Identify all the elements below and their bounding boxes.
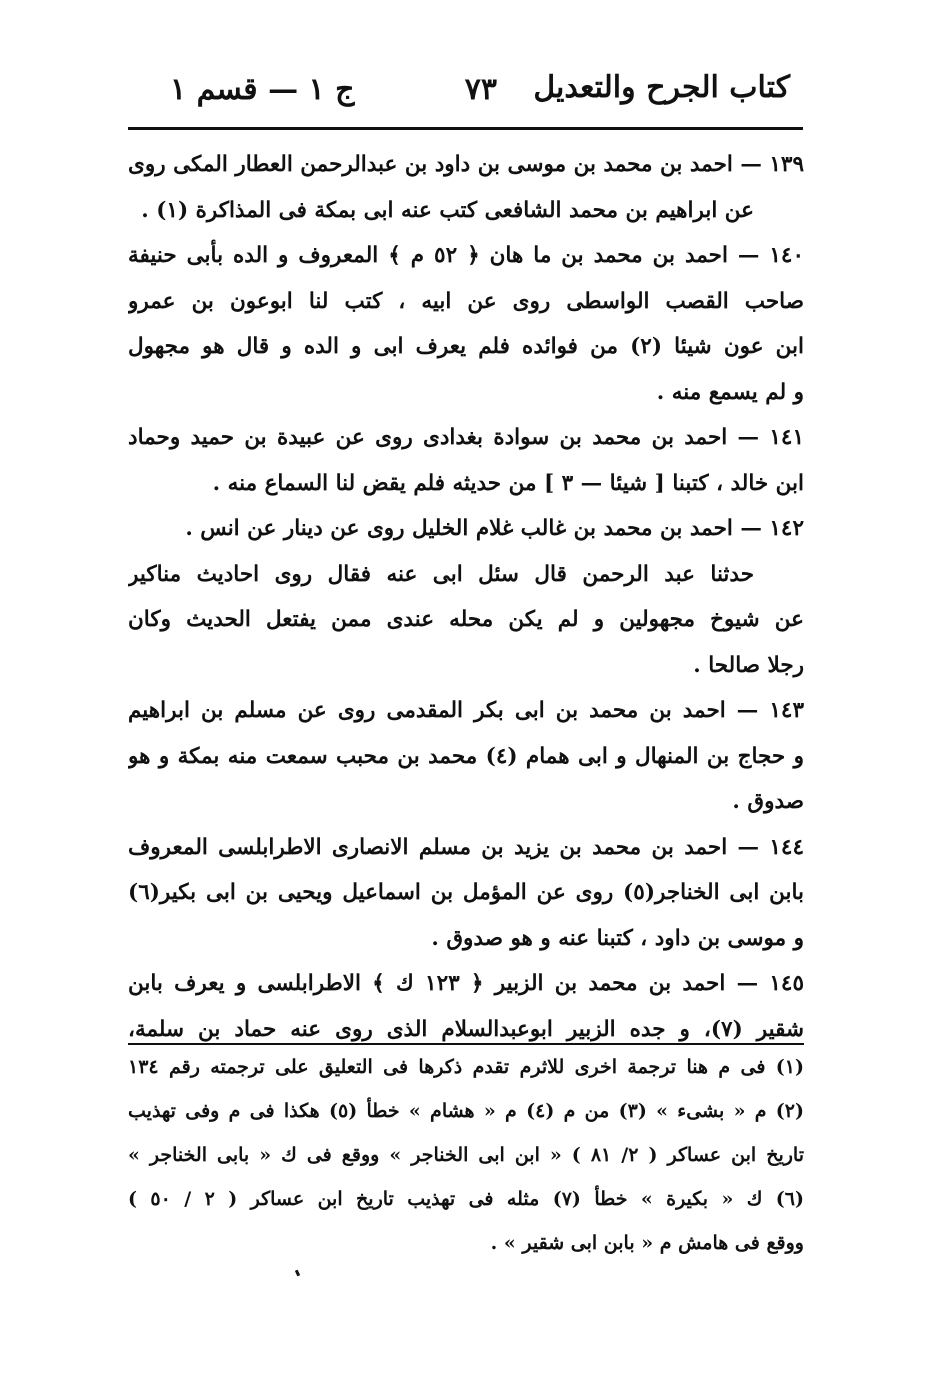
entry-145 — [128, 961, 804, 1052]
footnote-line: (٦) ك « بكيرة » خطأ (٧) مثله فى تهذيب تاريخ ابن عساكر ( ٢ / ٥٠ ) — [128, 1188, 804, 1210]
text-line: بابن ابى الخناجر(٥) روى عن المؤمل بن اسماعيل ويحيى بن ابى بكير(٦) — [128, 880, 804, 905]
footnotes — [128, 1045, 804, 1265]
footnote-line: (١) فى م هنا ترجمة اخرى للاثرم تقدم ذكرها فى التعليق على ترجمته رقم ١٣٤ — [128, 1056, 804, 1078]
text-line: حدثنا عبد الرحمن قال سئل ابى عنه فقال روى احاديث مناكير — [128, 561, 754, 587]
text-line: ١٣٩ — احمد بن محمد بن موسى بن داود بن عبدالرحمن العطار المكى روى — [128, 152, 804, 177]
text-line: و موسى بن داود ، كتبنا عنه و هو صدوق . — [431, 925, 804, 951]
footnote-line: تاريخ ابن عساكر ( ٢/ ٨١ ) « ابن ابى الخناجر » ووقع فى ك « بابى الخناجر » — [128, 1144, 804, 1166]
text-line: شقير (٧)، و جده الزبير ابوعبدالسلام الذى روى عنه حماد بن سلمة، — [128, 1016, 804, 1042]
entry-143 — [128, 688, 804, 825]
text-line: ابن خالد ، كتبنا [ شيئا — ٣ ] من حديثه فلم يقض لنا السماع منه . — [212, 470, 804, 496]
ink-speck — [295, 1270, 300, 1277]
page-number: ٧٣ — [464, 72, 497, 107]
text-line: عن ابراهيم بن محمد الشافعى كتب عنه ابى بمكة فى المذاكرة (١) . — [141, 197, 754, 223]
entry-141 — [128, 415, 804, 506]
footnote-line: (٢) م « بشىء » (٣) من م (٤) م « هشام » خطأ (٥) هكذا فى م وفى تهذيب — [128, 1100, 804, 1122]
text-line: ١٤١ — احمد بن محمد بن سوادة بغدادى روى عن عبيدة بن حميد وحماد — [128, 425, 804, 450]
entry-139 — [128, 142, 804, 233]
book-title: كتاب الجرح والتعديل — [533, 70, 790, 105]
text-line: رجلا صالحا . — [693, 652, 804, 678]
text-line: ١٤٢ — احمد بن محمد بن غالب غلام الخليل روى عن دينار عن انس . — [185, 516, 804, 541]
text-line: و حجاج بن المنهال و ابى همام (٤) محمد بن محبب سمعت منه بمكة و هو — [128, 743, 804, 769]
main-text — [128, 142, 804, 1052]
text-line: ابن عون شيئا (٢) من فوائده فلم يعرف ابى و الده و قال هو مجهول — [128, 334, 804, 359]
text-line: ١٤٥ — احمد بن محمد بن الزبير ﴿ ١٢٣ ك ﴾ الاطرابلسى و يعرف بابن — [128, 971, 804, 996]
entry-142 — [128, 506, 804, 688]
footnote-line: ووقع فى هامش م « بابن ابى شقير » . — [490, 1232, 804, 1254]
entry-144 — [128, 825, 804, 962]
text-line: ١٤٠ — احمد بن محمد بن ما هان ﴿ ٥٢ م ﴾ المعروف و الده بأبى حنيفة — [128, 243, 804, 268]
header-rule — [128, 127, 803, 130]
text-line: و لم يسمع منه . — [656, 379, 804, 405]
text-line: صدوق . — [732, 789, 804, 814]
text-line: ١٤٣ — احمد بن محمد بن ابى بكر المقدمى روى عن مسلم بن ابراهيم — [128, 698, 804, 723]
text-line: ١٤٤ — احمد بن محمد بن يزيد بن مسلم الانصارى الاطرابلسى المعروف — [128, 834, 804, 860]
text-line: عن شيوخ مجهولين و لم يكن محله عندى ممن يفتعل الحديث وكان — [128, 607, 804, 632]
volume-part: ج ١ — قسم ١ — [170, 72, 355, 107]
text-line: صاحب القصب الواسطى روى عن ابيه ، كتب لنا ابوعون بن عمرو — [128, 288, 804, 314]
running-header — [130, 70, 802, 120]
entry-140 — [128, 233, 804, 415]
